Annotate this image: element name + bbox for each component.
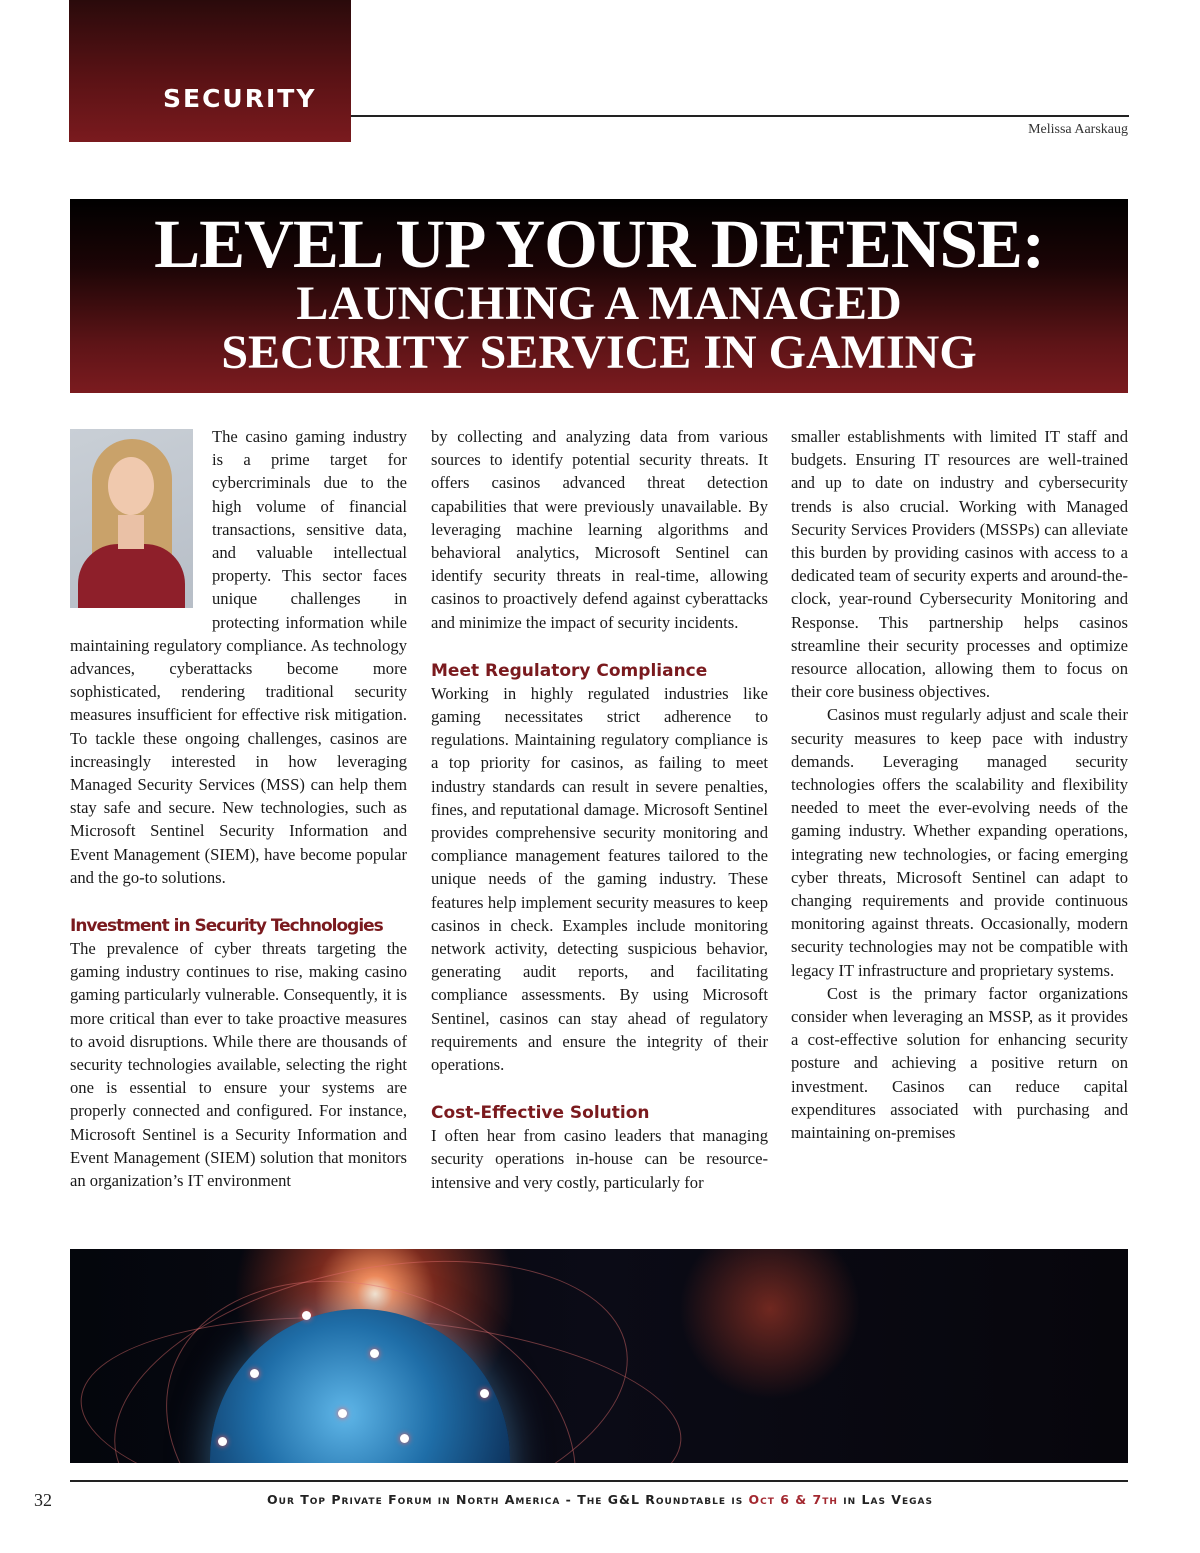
cost-paragraph: I often hear from casino leaders that managing security operations in-house can be resource-intensive and very costly, particularly for bbox=[431, 1126, 768, 1192]
article-subtitle bbox=[70, 279, 1128, 377]
network-node bbox=[218, 1437, 227, 1446]
column-2 bbox=[431, 425, 768, 1194]
intro-paragraph: The casino gaming industry is a prime target for cybercriminals due to the high volume of financial transactions, sensitive data, and valuable intellectual property. This sector faces unique challenges in protecting information while maintaining regulatory compliance. As technology advances, cyberattacks become more sophisticated, rendering traditional security measures insufficient for effective risk mitigation. To tackle these ongoing challenges, casinos are increasingly interested in how leveraging Managed Security Services (MSS) can help them stay safe and secure. New technologies, such as Microsoft Sentinel Security Information and Event Management (SIEM), have become popular and the go-to solutions. bbox=[70, 427, 407, 887]
continued-paragraph: by collecting and analyzing data from various sources to identify potential security threats. It offers casinos advanced threat detection capabilities that were previously unavailable. By leveraging machine learning algorithms and behavioral analytics, Microsoft Sentinel can identify security threats in real-time, allowing casinos to proactively defend against cyberattacks and minimize the impact of security incidents. bbox=[431, 427, 768, 632]
author-photo bbox=[70, 429, 193, 608]
network-node bbox=[338, 1409, 347, 1418]
photo-body bbox=[78, 544, 185, 608]
photo-face bbox=[108, 457, 154, 515]
page-number: 32 bbox=[34, 1490, 52, 1510]
photo-neck bbox=[118, 515, 144, 549]
header-rule bbox=[351, 115, 1129, 117]
cyber-globe-image bbox=[70, 1249, 1128, 1463]
network-node bbox=[250, 1369, 259, 1378]
footer-rule bbox=[70, 1480, 1128, 1482]
footer-promo bbox=[200, 1492, 1000, 1507]
network-node bbox=[370, 1349, 379, 1358]
compliance-paragraph: Working in highly regulated industries like gaming necessitates strict adherence to regulations. Maintaining regulatory compliance is a top priority for casinos, as failing to meet industry standards can result in severe penalties, fines, and reputational damage. Microsoft Sentinel provides comprehensive security monitoring and compliance management features tailored to the unique needs of the gaming industry. These features help implement security measures to keep casinos in check. Examples include monitoring network activity, detecting suspicious behavior, generating audit reports, and facilitating compliance assessments. By using Microsoft Sentinel, casinos can stay ahead of regulatory requirements and ensure the integrity of their operations. bbox=[431, 683, 768, 1075]
author-name: Melissa Aarskaug bbox=[1028, 122, 1128, 137]
mssp-paragraph: smaller establishments with limited IT staff and budgets. Ensuring IT resources are well-trained and up to date on industry and cybersecurity trends is also crucial. Working with Managed Security Services Providers (MSSPs) can alleviate this burden by providing casinos with access to a dedicated team of security experts and around-the-clock, year-round Cybersecurity Monitoring and Response. This partnership helps casinos streamline their security processes and optimize resource allocation, allowing them to focus on their core business objectives. bbox=[791, 427, 1128, 702]
heading-cost-effective: Cost-Effective Solution bbox=[431, 1103, 650, 1124]
column-1 bbox=[70, 425, 407, 1192]
article-title: LEVEL UP YOUR DEFENSE: bbox=[154, 206, 1044, 282]
heading-compliance: Meet Regulatory Compliance bbox=[431, 660, 708, 681]
heading-investment: Investment in Security Technologies bbox=[70, 916, 383, 937]
network-node bbox=[302, 1311, 311, 1320]
network-node bbox=[480, 1389, 489, 1398]
network-node bbox=[400, 1434, 409, 1443]
footer-date-highlight: Oct 6 & 7th bbox=[748, 1492, 838, 1507]
section-color-block bbox=[69, 0, 351, 142]
section-label: SECURITY bbox=[163, 84, 317, 113]
footer-text-before: Our Top Private Forum in North America - The G&L Roundtable is bbox=[267, 1492, 749, 1507]
subtitle-line-2: SECURITY SERVICE IN GAMING bbox=[221, 326, 977, 379]
investment-paragraph: The prevalence of cyber threats targeting the gaming industry continues to rise, making casino gaming particularly vulnerable. Consequently, it is more critical than ever to take proactive measures to avoid disruptions. While there are thousands of security technologies available, selecting the right one is essential to ensure your systems are properly connected and configured. For instance, Microsoft Sentinel is a Security Information and Event Management (SIEM) solution that monitors an organization’s IT environment bbox=[70, 939, 407, 1191]
subtitle-line-1: LAUNCHING A MANAGED bbox=[296, 277, 902, 330]
title-banner bbox=[70, 199, 1128, 393]
cost-factor-paragraph: Cost is the primary factor organizations consider when leveraging an MSSP, as it provides a cost-effective solution for enhancing security posture and achieving a positive return on investment. Casinos can reduce capital expenditures associated with purchasing and maintaining on-premises bbox=[791, 983, 1128, 1143]
scalability-paragraph: Casinos must regularly adjust and scale their security measures to keep pace with industry demands. Leveraging managed security technologies offers the scalability and flexibility needed to meet the ever-evolving needs of the gaming industry. Whether expanding operations, integrating new technologies, or facing emerging cyber threats, Microsoft Sentinel can adapt to changing requirements and provide continuous monitoring against threats. Occasionally, modern security technologies may not be compatible with legacy IT infrastructure and proprietary systems. bbox=[791, 705, 1128, 980]
footer-text-after: in Las Vegas bbox=[837, 1492, 933, 1507]
column-3 bbox=[791, 425, 1128, 1144]
